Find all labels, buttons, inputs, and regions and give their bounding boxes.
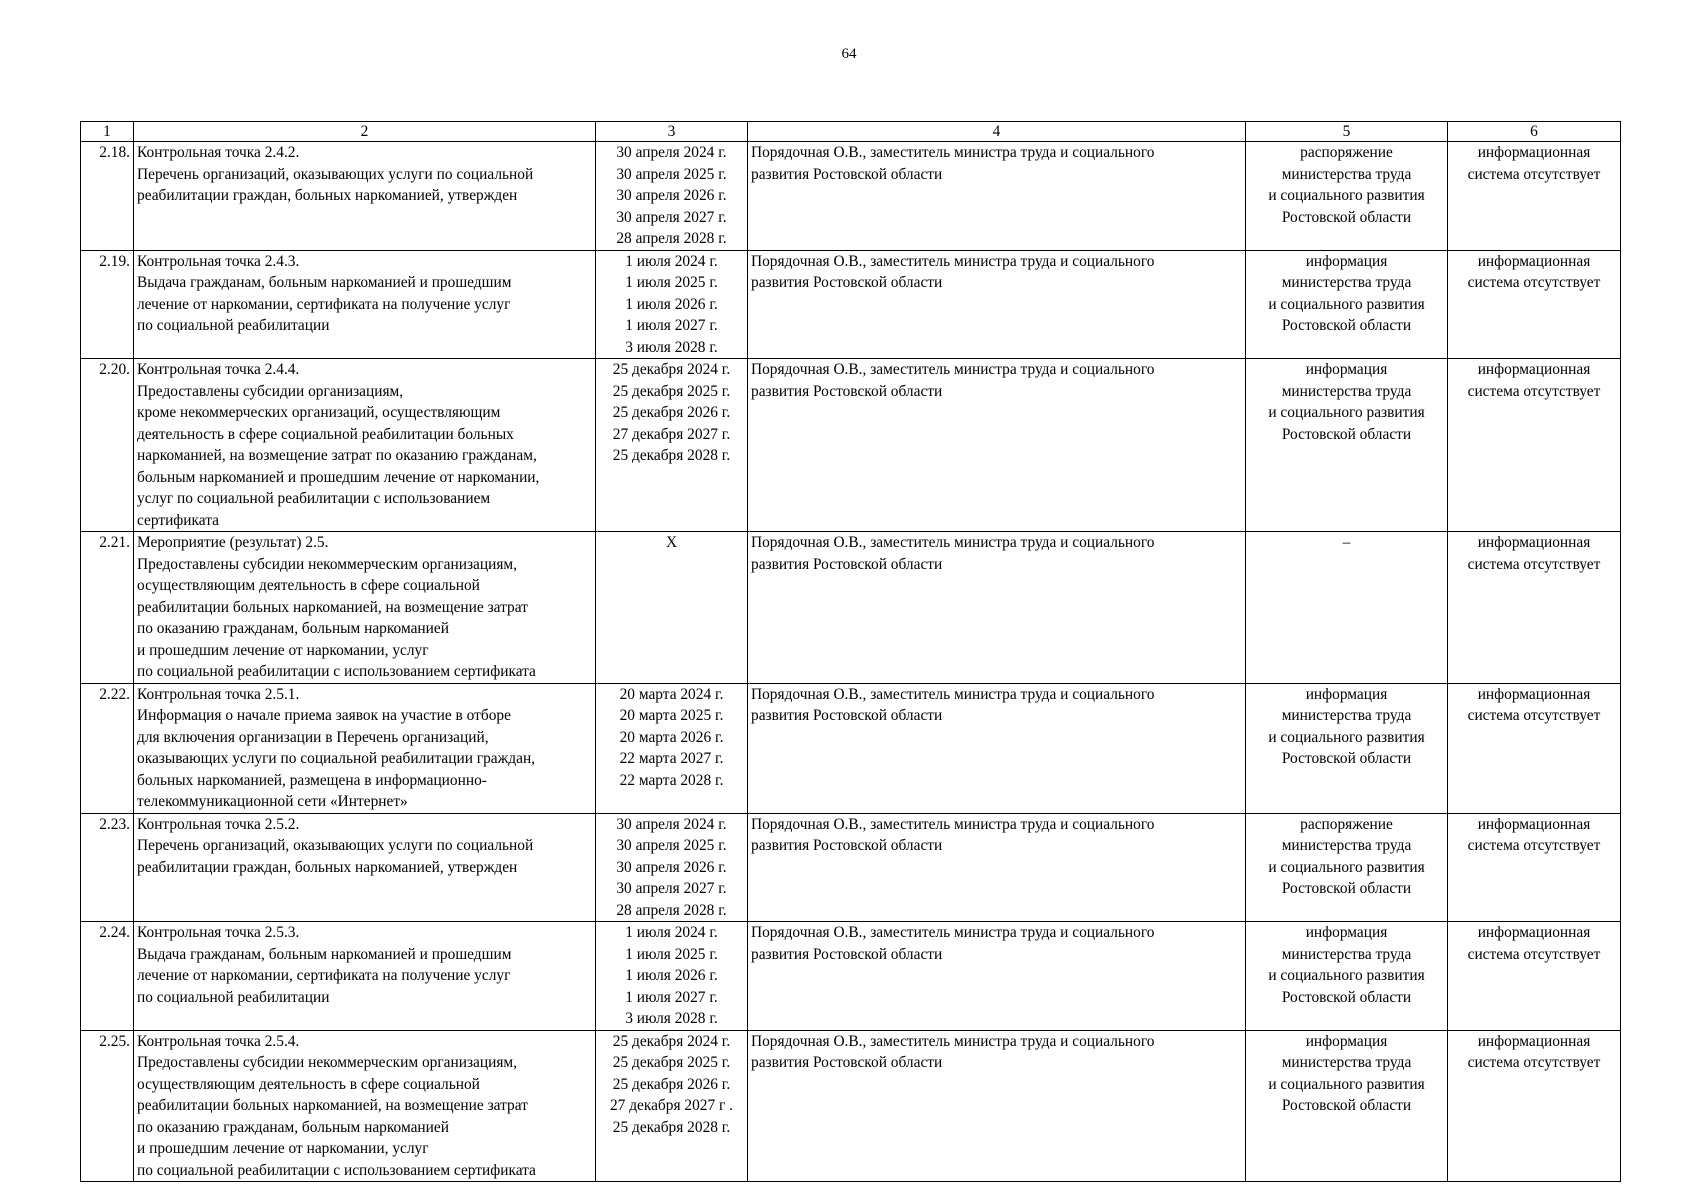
document-type-cell xyxy=(1246,532,1448,684)
deadline-line: 25 декабря 2024 г. xyxy=(612,361,731,378)
description-line: больных наркоманией, размещена в информационно- xyxy=(137,771,487,789)
deadline-line: 3 июля 2028 г. xyxy=(625,1010,718,1027)
information-system-line: система отсутствует xyxy=(1467,274,1601,291)
information-system-cell xyxy=(1448,683,1621,813)
table-row xyxy=(81,532,1621,684)
description-line: больным наркоманией и прошедшим лечение от наркомании, xyxy=(137,468,540,486)
deadline-cell xyxy=(596,683,748,813)
deadline-line: 27 декабря 2027 г. xyxy=(612,425,731,443)
document-type-line: – xyxy=(1342,534,1351,551)
document-type-line: информация xyxy=(1305,361,1388,378)
responsible-line: развития Ростовской области xyxy=(751,837,943,854)
description-line: Выдача гражданам, больным наркоманией и прошедшим xyxy=(137,945,512,963)
deadline-line: 30 апреля 2027 г. xyxy=(616,880,727,897)
deadline-line: 1 июля 2024 г. xyxy=(625,924,718,941)
deadline-line: 25 декабря 2025 г. xyxy=(612,1054,731,1071)
deadline-cell xyxy=(596,359,748,532)
row-number-cell: 2.20. xyxy=(81,359,134,532)
responsible-cell xyxy=(748,359,1246,532)
description-line: Предоставлены субсидии некоммерческим организациям, xyxy=(137,555,518,573)
information-system-line: информационная xyxy=(1477,1032,1591,1050)
information-system-line: информационная xyxy=(1477,815,1591,833)
table-header-row xyxy=(81,122,1621,142)
responsible-line: Порядочная О.В., заместитель министра труда и социального xyxy=(751,1032,1155,1050)
table-row xyxy=(81,250,1621,359)
deadline-cell xyxy=(596,250,748,359)
deadline-cell xyxy=(596,813,748,922)
description-line: для включения организации в Перечень организаций, xyxy=(137,728,489,746)
deadline-line: 22 марта 2028 г. xyxy=(619,771,724,789)
column-header: 5 xyxy=(1246,122,1448,142)
row-number-cell: 2.21. xyxy=(81,532,134,684)
information-system-line: информационная xyxy=(1477,924,1591,941)
deadline-line: 1 июля 2027 г. xyxy=(625,317,718,334)
deadline-line: 1 июля 2026 г. xyxy=(625,967,718,984)
deadline-line: 25 декабря 2028 г. xyxy=(612,447,731,464)
deadline-cell xyxy=(596,142,748,251)
description-line: Контрольная точка 2.5.4. xyxy=(137,1032,300,1050)
deadline-cell xyxy=(596,532,748,684)
document-type-line: Ростовской области xyxy=(1281,425,1412,443)
column-header: 3 xyxy=(596,122,748,142)
description-line: наркоманией, на возмещение затрат по оказанию гражданам, xyxy=(137,447,537,464)
information-system-line: система отсутствует xyxy=(1467,707,1601,724)
document-type-line: министерства труда xyxy=(1281,274,1412,291)
deadline-line: 30 апреля 2024 г. xyxy=(616,144,727,161)
row-number-cell: 2.18. xyxy=(81,142,134,251)
description-line: Контрольная точка 2.5.1. xyxy=(137,685,300,703)
responsible-line: развития Ростовской области xyxy=(751,555,943,573)
document-type-line: Ростовской области xyxy=(1281,880,1412,897)
deadline-line: 30 апреля 2027 г. xyxy=(616,208,727,226)
description-line: Контрольная точка 2.4.4. xyxy=(137,361,300,378)
document-type-cell xyxy=(1246,250,1448,359)
information-system-line: система отсутствует xyxy=(1467,382,1601,400)
document-type-line: распоряжение xyxy=(1300,144,1393,161)
document-type-line: информация xyxy=(1305,1032,1388,1050)
document-type-cell xyxy=(1246,359,1448,532)
information-system-cell xyxy=(1448,813,1621,922)
document-type-cell xyxy=(1246,142,1448,251)
table-row xyxy=(81,359,1621,532)
description-line: по социальной реабилитации с использованием сертификата xyxy=(137,663,536,680)
description-line: реабилитации больных наркоманией, на возмещение затрат xyxy=(137,598,528,616)
document-type-line: министерства труда xyxy=(1281,1054,1412,1071)
information-system-line: информационная xyxy=(1477,252,1591,270)
responsible-cell xyxy=(748,922,1246,1031)
document-type-line: и социального развития xyxy=(1268,295,1425,313)
description-cell xyxy=(134,250,596,359)
information-system-line: система отсутствует xyxy=(1467,837,1601,854)
deadline-line: 25 декабря 2026 г. xyxy=(612,404,731,421)
deadline-line: 30 апреля 2025 г. xyxy=(616,165,727,183)
column-header: 2 xyxy=(134,122,596,142)
information-system-line: система отсутствует xyxy=(1467,945,1601,963)
information-system-line: информационная xyxy=(1477,685,1591,703)
document-type-line: распоряжение xyxy=(1300,815,1393,833)
deadline-line: 1 июля 2026 г. xyxy=(625,295,718,313)
deadline-line: 1 июля 2027 г. xyxy=(625,988,718,1006)
description-line: Перечень организаций, оказывающих услуги по социальной xyxy=(137,837,534,854)
plan-table xyxy=(80,121,1621,1182)
document-type-line: Ростовской области xyxy=(1281,1097,1412,1114)
document-type-line: Ростовской области xyxy=(1281,208,1412,226)
table-row xyxy=(81,1030,1621,1182)
deadline-line: 25 декабря 2025 г. xyxy=(612,382,731,400)
responsible-cell xyxy=(748,683,1246,813)
description-line: оказывающих услуги по социальной реабилитации граждан, xyxy=(137,750,536,767)
document-type-line: и социального развития xyxy=(1268,1075,1425,1093)
deadline-line: 27 декабря 2027 г . xyxy=(609,1097,734,1114)
deadline-line: 1 июля 2025 г. xyxy=(625,945,718,963)
column-header: 4 xyxy=(748,122,1246,142)
document-type-line: министерства труда xyxy=(1281,382,1412,400)
information-system-cell xyxy=(1448,532,1621,684)
description-line: по социальной реабилитации с использованием сертификата xyxy=(137,1161,536,1179)
description-line: осуществляющим деятельность в сфере социальной xyxy=(137,1075,480,1093)
page-number: 64 xyxy=(841,46,857,62)
table-row xyxy=(81,142,1621,251)
table-row xyxy=(81,683,1621,813)
information-system-line: информационная xyxy=(1477,144,1591,161)
responsible-cell xyxy=(748,250,1246,359)
responsible-line: развития Ростовской области xyxy=(751,165,943,183)
description-cell xyxy=(134,922,596,1031)
row-number-cell: 2.23. xyxy=(81,813,134,922)
description-cell xyxy=(134,1030,596,1182)
description-line: осуществляющим деятельность в сфере социальной xyxy=(137,577,480,594)
document-type-line: министерства труда xyxy=(1281,707,1412,724)
deadline-line: 1 июля 2024 г. xyxy=(625,252,718,270)
responsible-line: развития Ростовской области xyxy=(751,945,943,963)
description-line: кроме некоммерческих организаций, осуществляющим xyxy=(137,404,501,421)
responsible-cell xyxy=(748,1030,1246,1182)
description-line: по социальной реабилитации xyxy=(137,988,330,1006)
document-type-line: Ростовской области xyxy=(1281,750,1412,767)
deadline-line: 20 марта 2024 г. xyxy=(619,685,724,703)
description-line: Контрольная точка 2.4.3. xyxy=(137,252,300,270)
table-row xyxy=(81,813,1621,922)
description-line: по оказанию гражданам, больным наркоманией xyxy=(137,620,449,637)
deadline-line: 28 апреля 2028 г. xyxy=(616,901,727,919)
document-type-line: и социального развития xyxy=(1268,858,1425,876)
description-cell xyxy=(134,142,596,251)
row-number-cell: 2.19. xyxy=(81,250,134,359)
description-line: услуг по социальной реабилитации с использованием xyxy=(137,490,491,507)
row-number-cell: 2.25. xyxy=(81,1030,134,1182)
description-line: по оказанию гражданам, больным наркоманией xyxy=(137,1118,449,1136)
information-system-line: система отсутствует xyxy=(1467,1054,1601,1071)
deadline-line: 25 декабря 2024 г. xyxy=(612,1032,731,1050)
deadline-line: 25 декабря 2026 г. xyxy=(612,1075,731,1093)
information-system-line: информационная xyxy=(1477,361,1591,378)
information-system-line: информационная xyxy=(1477,534,1591,551)
document-type-line: и социального развития xyxy=(1268,967,1425,984)
document-type-cell xyxy=(1246,683,1448,813)
responsible-cell xyxy=(748,142,1246,251)
description-line: телекоммуникационной сети «Интернет» xyxy=(137,793,408,810)
description-cell xyxy=(134,532,596,684)
description-cell xyxy=(134,359,596,532)
column-header: 6 xyxy=(1448,122,1621,142)
document-type-line: Ростовской области xyxy=(1281,988,1412,1006)
responsible-line: Порядочная О.В., заместитель министра труда и социального xyxy=(751,685,1155,703)
description-line: реабилитации больных наркоманией, на возмещение затрат xyxy=(137,1097,528,1114)
description-cell xyxy=(134,813,596,922)
deadline-line: 30 апреля 2025 г. xyxy=(616,837,727,854)
document-type-cell xyxy=(1246,813,1448,922)
information-system-cell xyxy=(1448,922,1621,1031)
description-line: сертификата xyxy=(137,511,219,529)
deadline-line: 20 марта 2025 г. xyxy=(619,707,724,724)
document-type-line: Ростовской области xyxy=(1281,317,1412,334)
description-line: деятельность в сфере социальной реабилитации больных xyxy=(137,425,514,443)
description-line: по социальной реабилитации xyxy=(137,317,330,334)
responsible-line: развития Ростовской области xyxy=(751,382,943,400)
responsible-line: Порядочная О.В., заместитель министра труда и социального xyxy=(751,144,1155,161)
deadline-line: 20 марта 2026 г. xyxy=(619,728,724,746)
table-row xyxy=(81,922,1621,1031)
information-system-cell xyxy=(1448,1030,1621,1182)
deadline-line: 30 апреля 2024 г. xyxy=(616,815,727,833)
deadline-line: 30 апреля 2026 г. xyxy=(616,858,727,876)
responsible-line: Порядочная О.В., заместитель министра труда и социального xyxy=(751,534,1155,551)
description-line: лечение от наркомании, сертификата на получение услуг xyxy=(137,967,511,984)
description-line: Контрольная точка 2.5.3. xyxy=(137,924,300,941)
responsible-line: Порядочная О.В., заместитель министра труда и социального xyxy=(751,815,1155,833)
description-line: Предоставлены субсидии некоммерческим организациям, xyxy=(137,1054,518,1071)
responsible-line: развития Ростовской области xyxy=(751,707,943,724)
deadline-cell xyxy=(596,1030,748,1182)
document-type-line: и социального развития xyxy=(1268,187,1425,204)
deadline-line: 1 июля 2025 г. xyxy=(625,274,718,291)
description-line: Информация о начале приема заявок на участие в отборе xyxy=(137,707,511,724)
deadline-line: 3 июля 2028 г. xyxy=(625,338,718,356)
description-line: Контрольная точка 2.4.2. xyxy=(137,144,300,161)
description-line: и прошедшим лечение от наркомании, услуг xyxy=(137,641,429,659)
description-line: реабилитации граждан, больных наркоманией, утвержден xyxy=(137,858,518,876)
description-line: Выдача гражданам, больным наркоманией и прошедшим xyxy=(137,274,512,291)
document-type-line: информация xyxy=(1305,924,1388,941)
responsible-line: развития Ростовской области xyxy=(751,1054,943,1071)
information-system-line: система отсутствует xyxy=(1467,555,1601,573)
document-type-line: министерства труда xyxy=(1281,165,1412,183)
description-line: и прошедшим лечение от наркомании, услуг xyxy=(137,1140,429,1157)
document-type-line: информация xyxy=(1305,252,1388,270)
description-line: Перечень организаций, оказывающих услуги по социальной xyxy=(137,165,534,183)
description-line: Предоставлены субсидии организациям, xyxy=(137,382,404,400)
responsible-line: Порядочная О.В., заместитель министра труда и социального xyxy=(751,924,1155,941)
responsible-line: Порядочная О.В., заместитель министра труда и социального xyxy=(751,361,1155,378)
responsible-cell xyxy=(748,813,1246,922)
description-line: лечение от наркомании, сертификата на получение услуг xyxy=(137,295,511,313)
deadline-line: X xyxy=(665,534,678,551)
document-type-line: информация xyxy=(1305,685,1388,703)
deadline-line: 25 декабря 2028 г. xyxy=(612,1118,731,1136)
information-system-cell xyxy=(1448,250,1621,359)
row-number-cell: 2.24. xyxy=(81,922,134,1031)
information-system-cell xyxy=(1448,142,1621,251)
column-header: 1 xyxy=(81,122,134,142)
information-system-line: система отсутствует xyxy=(1467,165,1601,183)
deadline-line: 22 марта 2027 г. xyxy=(619,750,724,767)
responsible-cell xyxy=(748,532,1246,684)
description-cell xyxy=(134,683,596,813)
document-type-cell xyxy=(1246,922,1448,1031)
document-type-line: министерства труда xyxy=(1281,837,1412,854)
deadline-line: 30 апреля 2026 г. xyxy=(616,187,727,204)
table-body xyxy=(81,142,1621,1182)
deadline-line: 28 апреля 2028 г. xyxy=(616,230,727,247)
document-type-cell xyxy=(1246,1030,1448,1182)
responsible-line: Порядочная О.В., заместитель министра труда и социального xyxy=(751,252,1155,270)
deadline-cell xyxy=(596,922,748,1031)
responsible-line: развития Ростовской области xyxy=(751,274,943,291)
document-type-line: и социального развития xyxy=(1268,404,1425,421)
information-system-cell xyxy=(1448,359,1621,532)
description-line: Контрольная точка 2.5.2. xyxy=(137,815,300,833)
row-number-cell: 2.22. xyxy=(81,683,134,813)
description-line: Мероприятие (результат) 2.5. xyxy=(137,534,329,551)
document-type-line: министерства труда xyxy=(1281,945,1412,963)
description-line: реабилитации граждан, больных наркоманией, утвержден xyxy=(137,187,518,204)
document-type-line: и социального развития xyxy=(1268,728,1425,746)
